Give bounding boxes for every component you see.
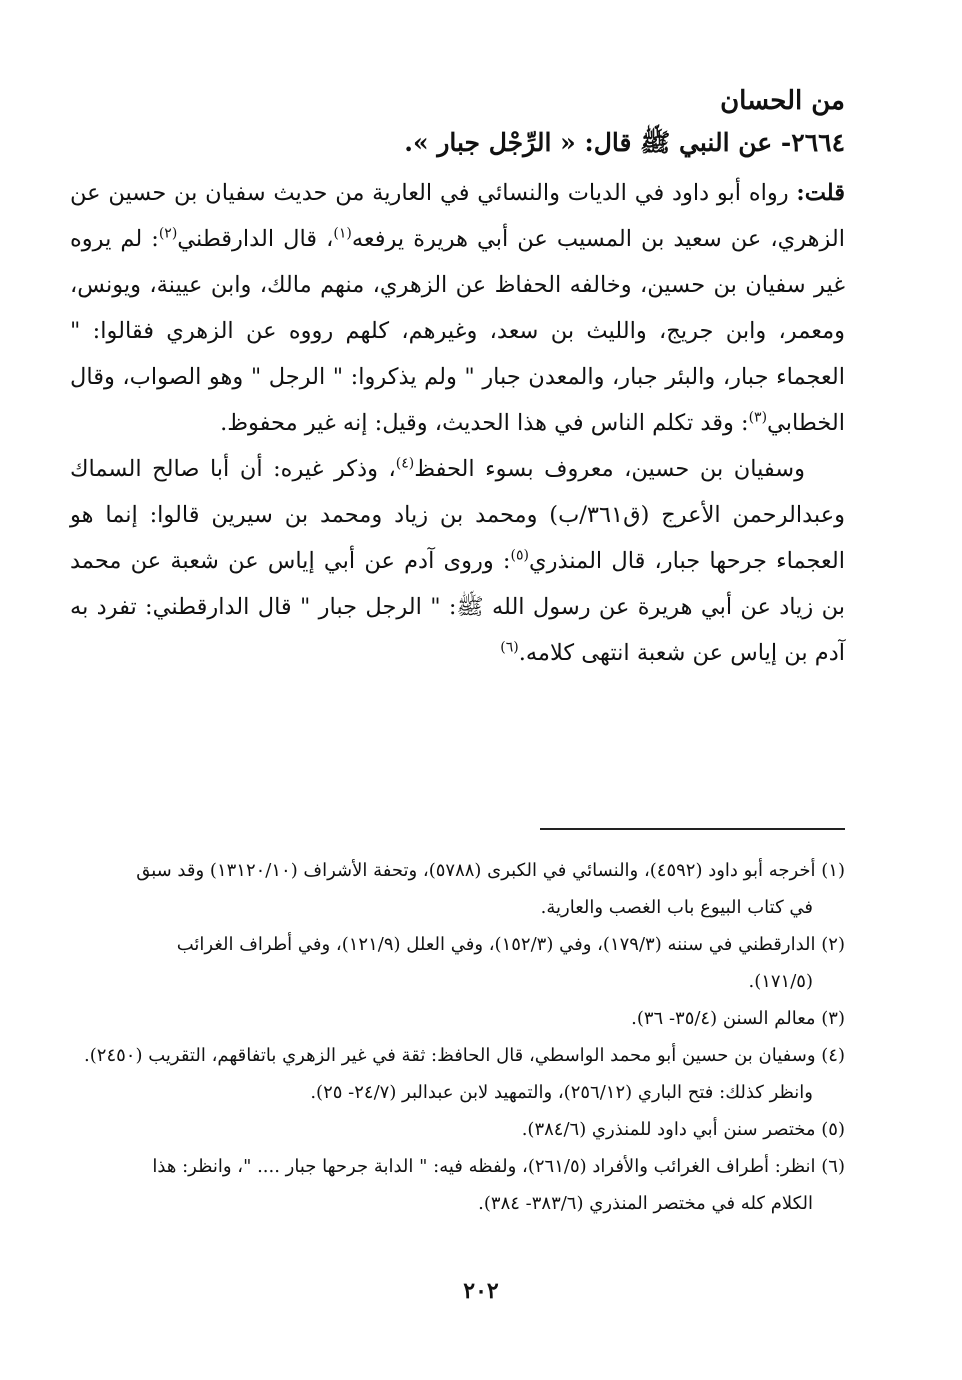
footnote-text: مختصر سنن أبي داود للمنذري (٣٨٤/٦). [521,1119,816,1140]
main-text [70,80,845,676]
footnote-number: (٥) [821,1119,845,1140]
footnote-text: وسفيان بن حسين أبو محمد الواسطي، قال الحافظ: ثقة في غير الزهري باتفاقهم، التقريب (٢٤٥٠). [84,1045,816,1066]
footnote-1 [70,852,845,926]
footnote-6 [70,1148,845,1222]
paragraph-text: ، وذكر غيره: أن أبا صالح السماك وعبدالرحمن الأعرج (ق٣٦١/ب) ومحمد بن زياد ومحمد بن سيرين قالوا: إنما هو العجماء جرحها جبار، قال المنذري [70,456,846,574]
paragraph-text: وسفيان بن حسين، معروف بسوء الحفظ [414,456,805,482]
footnote-continuation: (١٧١/٥). [748,971,813,992]
footnote-2 [70,926,845,1000]
footnote-number: (١) [821,860,845,881]
footnote-continuation: الكلام كله في مختصر المنذري (٣٨٣/٦- ٣٨٤). [478,1193,813,1214]
footnote-ref: (٦) [500,639,519,656]
footnote-number: (٤) [821,1045,845,1066]
footnote-ref: (٤) [395,455,415,472]
hadith-text: ٢٦٦٤- عن النبي ﷺ قال: « الرِّجْل جبار ». [404,128,845,157]
footnote-5 [70,1111,845,1148]
paragraph-text: : لم يروه غير سفيان بن حسين، وخالفه الحفاظ عن الزهري، منهم مالك، وابن عيينة، ويونس، ومعمر، وابن جريج، والليث بن سعد، وغيرهم، كلهم رووه عن الزهري فقالوا: " العجماء جبار، والبئر جبار، والمعدن جبار " ولم يذكروا: " الرجل " وهو الصواب، وقال الخطابي [70,226,845,436]
footnote-continuation: وانظر كذلك: فتح الباري (٢٥٦/١٢)، والتمهيد لابن عبدالبر (٢٤/٧- ٢٥). [310,1082,813,1103]
footnote-ref: (٣) [748,409,768,426]
paragraph-1 [70,170,845,446]
page-number: ٢٠٢ [463,1278,499,1304]
footnote-ref: (٢) [158,225,178,242]
footnote-ref: (٥) [510,547,529,564]
footnote-3 [70,1000,845,1037]
footnote-text: معالم السنن (٣٥/٤- ٣٦). [631,1008,816,1029]
paragraph-lead: قلت: [796,180,845,206]
footnote-number: (٢) [821,934,845,955]
footnote-4 [70,1037,845,1111]
footnote-number: (٦) [821,1156,845,1177]
footnotes [70,852,845,1222]
footnote-continuation: في كتاب البيوع باب الغصب والعارية. [540,897,813,918]
paragraph-text: رواه أبو داود في الديات والنسائي في العارية من حديث سفيان بن حسين عن الزهري، عن سعيد بن المسيب عن أبي هريرة يرفعه [70,180,845,252]
paragraph-text: ، قال الدارقطني [177,226,334,252]
footnote-text: الدارقطني في سننه (١٧٩/٣)، وفي (١٥٢/٣)، وفي العلل (١٢١/٩)، وفي أطراف الغرائب [176,934,816,955]
paragraph-text: : وروى آدم عن أبي إياس عن شعبة عن محمد بن زياد عن أبي هريرة عن رسول الله ﷺ: " الرجل جبار " قال الدارقطني: تفرد به آدم بن إياس عن شعبة انتهى كلامه. [70,548,845,666]
footnote-ref: (١) [333,225,352,242]
footnote-number: (٣) [821,1008,845,1029]
section-heading: من الحسان [720,86,845,116]
paragraph-2 [70,446,845,676]
footnote-divider [540,828,845,830]
footnote-text: انظر: أطراف الغرائب والأفراد (٢٦١/٥)، ولفظه فيه: " الدابة جرحها جبار .... "، وانظر: هذا [152,1156,816,1177]
paragraph-text: : وقد تكلم الناس في هذا الحديث، وقيل: إنه غير محفوظ. [220,410,749,436]
footnote-text: أخرجه أبو داود (٤٥٩٢)، والنسائي في الكبرى (٥٧٨٨)، وتحفة الأشراف (١٣١٢٠/١٠) وقد سبق [136,860,816,881]
